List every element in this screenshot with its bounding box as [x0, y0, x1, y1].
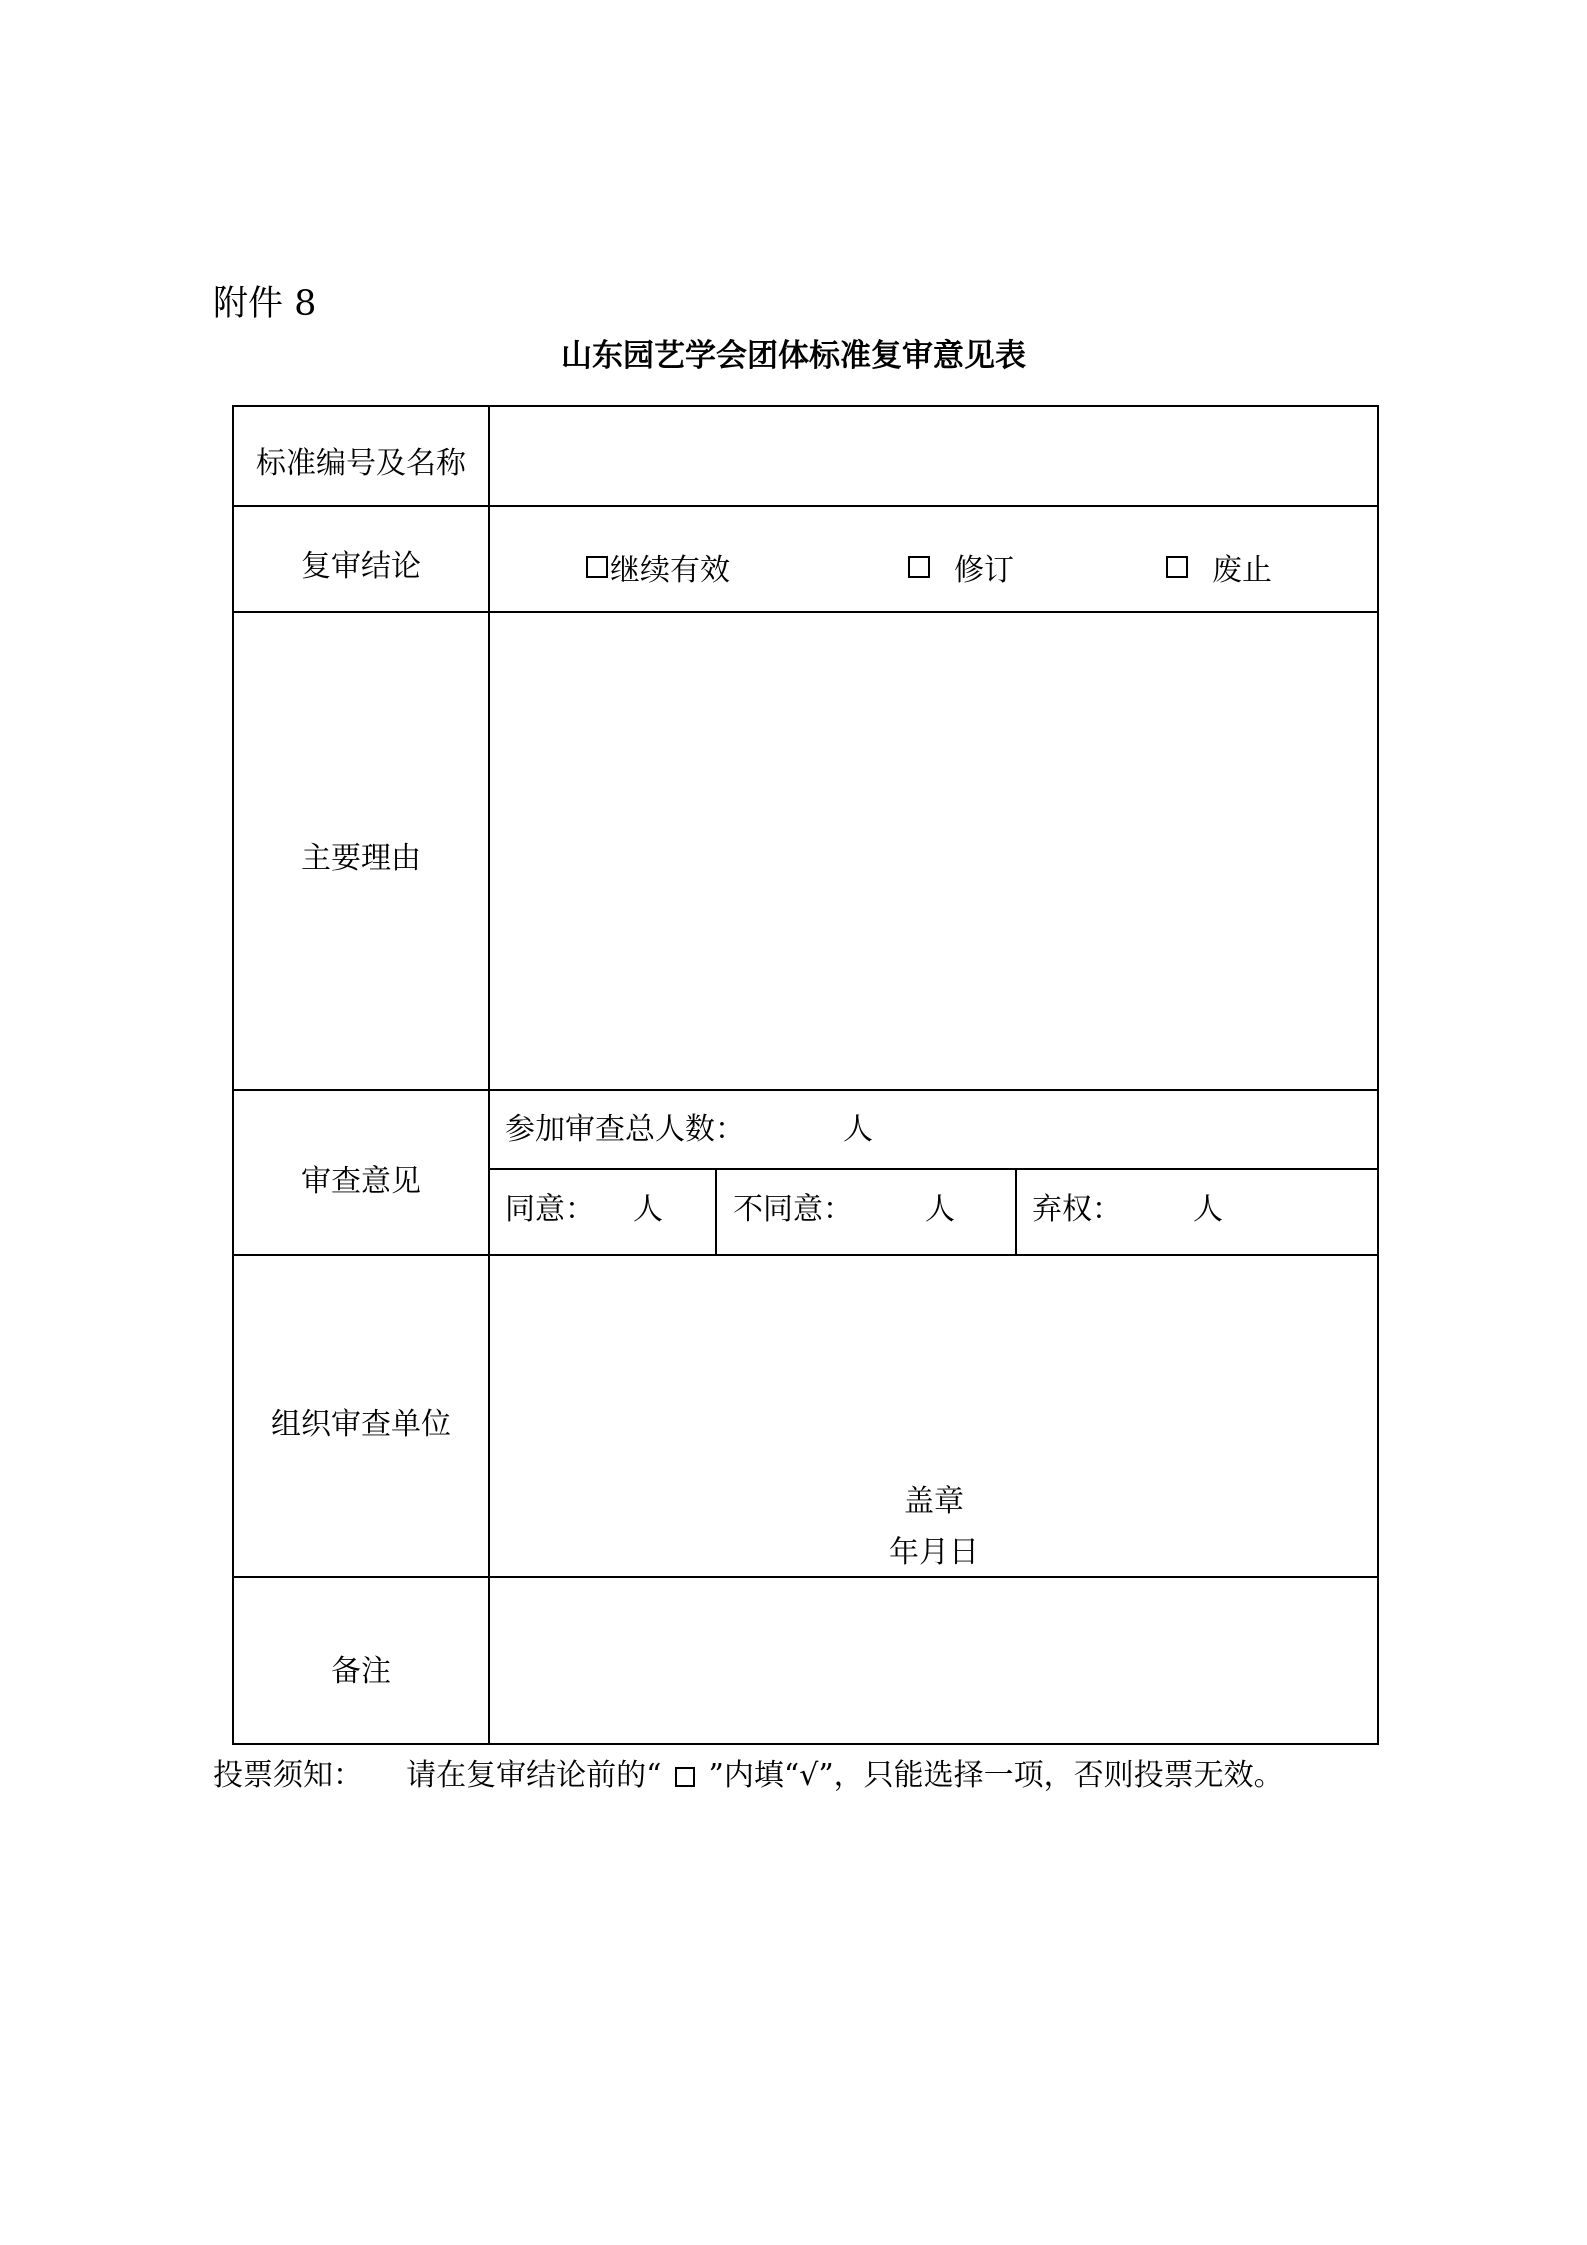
option-revise-label: 修订	[954, 553, 1014, 588]
option-abolish-label: 废止	[1212, 553, 1272, 588]
checkbox-symbol-icon	[675, 1767, 695, 1787]
reasons-label: 主要理由	[301, 841, 421, 876]
abstain-unit: 人	[1193, 1192, 1223, 1227]
row-divider	[488, 1168, 1379, 1170]
abstain-label: 弃权：	[1032, 1192, 1122, 1227]
row-divider	[232, 1254, 1379, 1256]
disagree-label: 不同意：	[733, 1192, 853, 1227]
attachment-label: 附件 8	[213, 284, 317, 324]
reasons-value-field[interactable]	[490, 613, 1378, 1089]
notice-text-2: ”内填“√”，只能选择一项，否则投票无效。	[708, 1758, 1284, 1793]
total-participants-unit: 人	[843, 1112, 873, 1147]
document-title: 山东园艺学会团体标准复审意见表	[561, 338, 1026, 374]
remarks-value-field[interactable]	[490, 1578, 1378, 1743]
column-divider	[1015, 1168, 1017, 1256]
date-label: 年月日	[889, 1535, 979, 1570]
agree-label: 同意：	[505, 1192, 595, 1227]
option-revise[interactable]	[908, 547, 1014, 587]
option-continue[interactable]	[586, 547, 730, 587]
disagree-unit: 人	[925, 1192, 955, 1227]
notice-prefix: 投票须知：	[213, 1758, 363, 1793]
row-divider	[232, 1089, 1379, 1091]
review-label: 审查意见	[301, 1164, 421, 1199]
option-continue-label: 继续有效	[610, 553, 730, 588]
conclusion-label: 复审结论	[301, 549, 421, 584]
standard-label: 标准编号及名称	[256, 446, 466, 481]
row-divider	[232, 505, 1379, 507]
checkbox-continue[interactable]	[586, 556, 608, 578]
seal-label: 盖章	[904, 1484, 964, 1519]
standard-value-field[interactable]	[490, 407, 1378, 505]
remarks-label: 备注	[331, 1654, 391, 1689]
organization-label: 组织审查单位	[271, 1407, 451, 1442]
agree-unit: 人	[633, 1192, 663, 1227]
checkbox-abolish[interactable]	[1166, 556, 1188, 578]
total-participants-label: 参加审查总人数：	[505, 1112, 745, 1147]
checkbox-revise[interactable]	[908, 556, 930, 578]
notice-text-1: 请在复审结论前的“	[406, 1758, 662, 1793]
voting-notice	[213, 1756, 1284, 1796]
column-divider	[715, 1168, 717, 1256]
option-abolish[interactable]	[1166, 547, 1272, 587]
